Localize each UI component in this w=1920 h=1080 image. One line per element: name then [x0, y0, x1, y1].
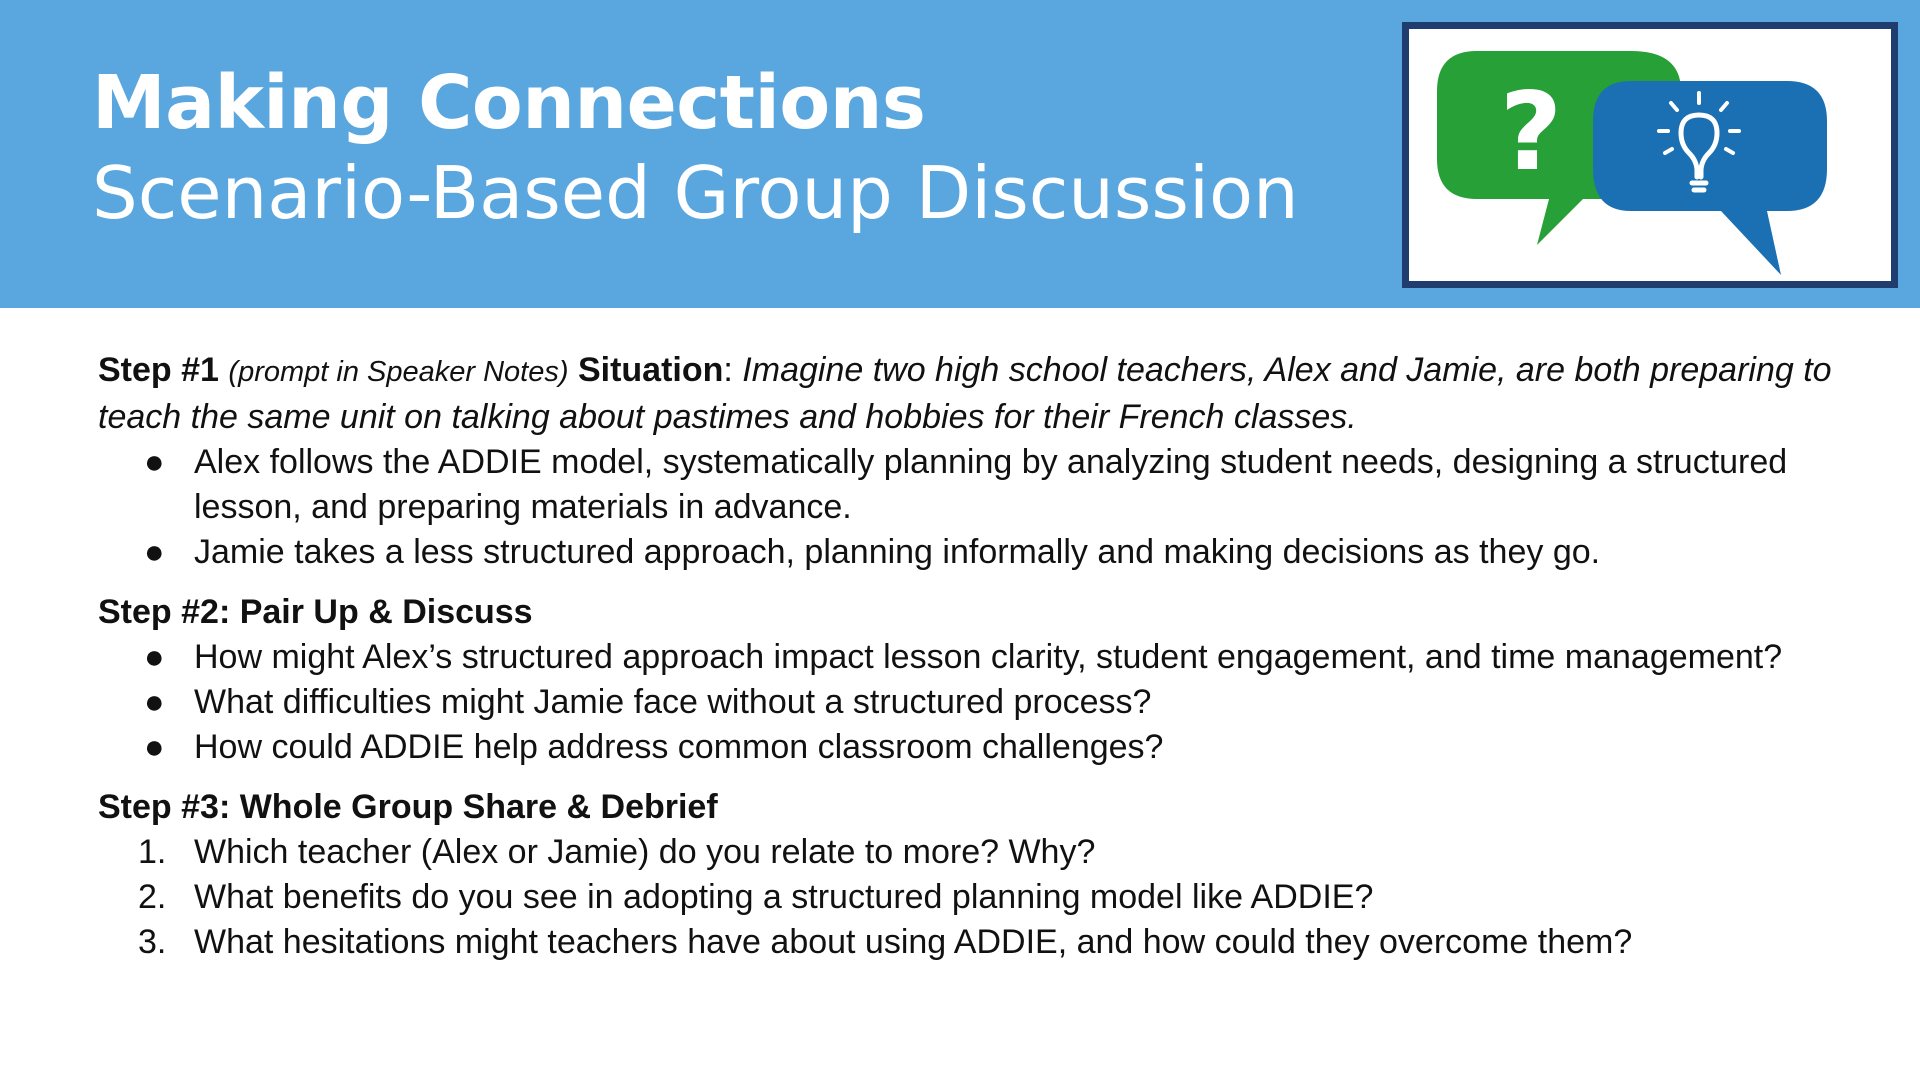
list-item	[98, 875, 1898, 920]
list-item-text: What benefits do you see in adopting a structured planning model like ADDIE?	[194, 878, 1374, 916]
list-item-text: Jamie takes a less structured approach, planning informally and making decisions as they go.	[194, 533, 1601, 571]
list-item	[98, 440, 1898, 530]
step1-paragraph	[98, 348, 1898, 440]
list-item-text: Which teacher (Alex or Jamie) do you relate to more? Why?	[194, 833, 1096, 871]
list-item-text: What hesitations might teachers have about using ADDIE, and how could they overcome them?	[194, 923, 1633, 961]
header-banner	[0, 0, 1920, 308]
list-item	[98, 635, 1898, 680]
number-marker: 2.	[138, 878, 167, 916]
discussion-logo	[1402, 22, 1898, 288]
number-marker: 3.	[138, 923, 167, 961]
situation-text: Imagine two high school teachers, Alex and Jamie, are both preparing to teach the same unit on talking about pastimes and hobbies for their French classes.	[98, 351, 1832, 436]
list-item-text: How might Alex’s structured approach impact lesson clarity, student engagement, and time management?	[194, 638, 1783, 676]
speech-bubbles-icon	[1409, 29, 1891, 281]
page-title: Making Connections	[92, 60, 926, 146]
bullet-marker: ●	[144, 728, 165, 766]
situation-label: Situation	[577, 351, 724, 389]
blue-speech-bubble	[1593, 81, 1827, 275]
step3-heading: Step #3: Whole Group Share & Debrief	[98, 788, 718, 826]
list-item	[98, 830, 1898, 875]
step1-bullet-list	[98, 440, 1898, 575]
bullet-marker: ●	[144, 443, 165, 481]
speaker-notes-note: (prompt in Speaker Notes)	[228, 356, 569, 388]
question-mark-icon: ?	[1499, 70, 1563, 195]
list-item-text: Alex follows the ADDIE model, systematically planning by analyzing student needs, designing a structured lesson, and preparing materials in advance.	[194, 443, 1788, 526]
list-item-text: How could ADDIE help address common classroom challenges?	[194, 728, 1164, 766]
slide-body	[98, 348, 1898, 965]
bullet-marker: ●	[144, 533, 165, 571]
bullet-marker: ●	[144, 683, 165, 721]
list-item	[98, 680, 1898, 725]
list-item	[98, 725, 1898, 770]
list-item	[98, 920, 1898, 965]
step3-numbered-list	[98, 830, 1898, 965]
list-item	[98, 530, 1898, 575]
step2-bullet-list	[98, 635, 1898, 770]
number-marker: 1.	[138, 833, 167, 871]
situation-colon: :	[723, 351, 733, 389]
bullet-marker: ●	[144, 638, 165, 676]
step2-heading: Step #2: Pair Up & Discuss	[98, 593, 533, 631]
step1-label: Step #1	[98, 351, 219, 389]
page-subtitle: Scenario-Based Group Discussion	[92, 151, 1299, 235]
list-item-text: What difficulties might Jamie face without a structured process?	[194, 683, 1152, 721]
